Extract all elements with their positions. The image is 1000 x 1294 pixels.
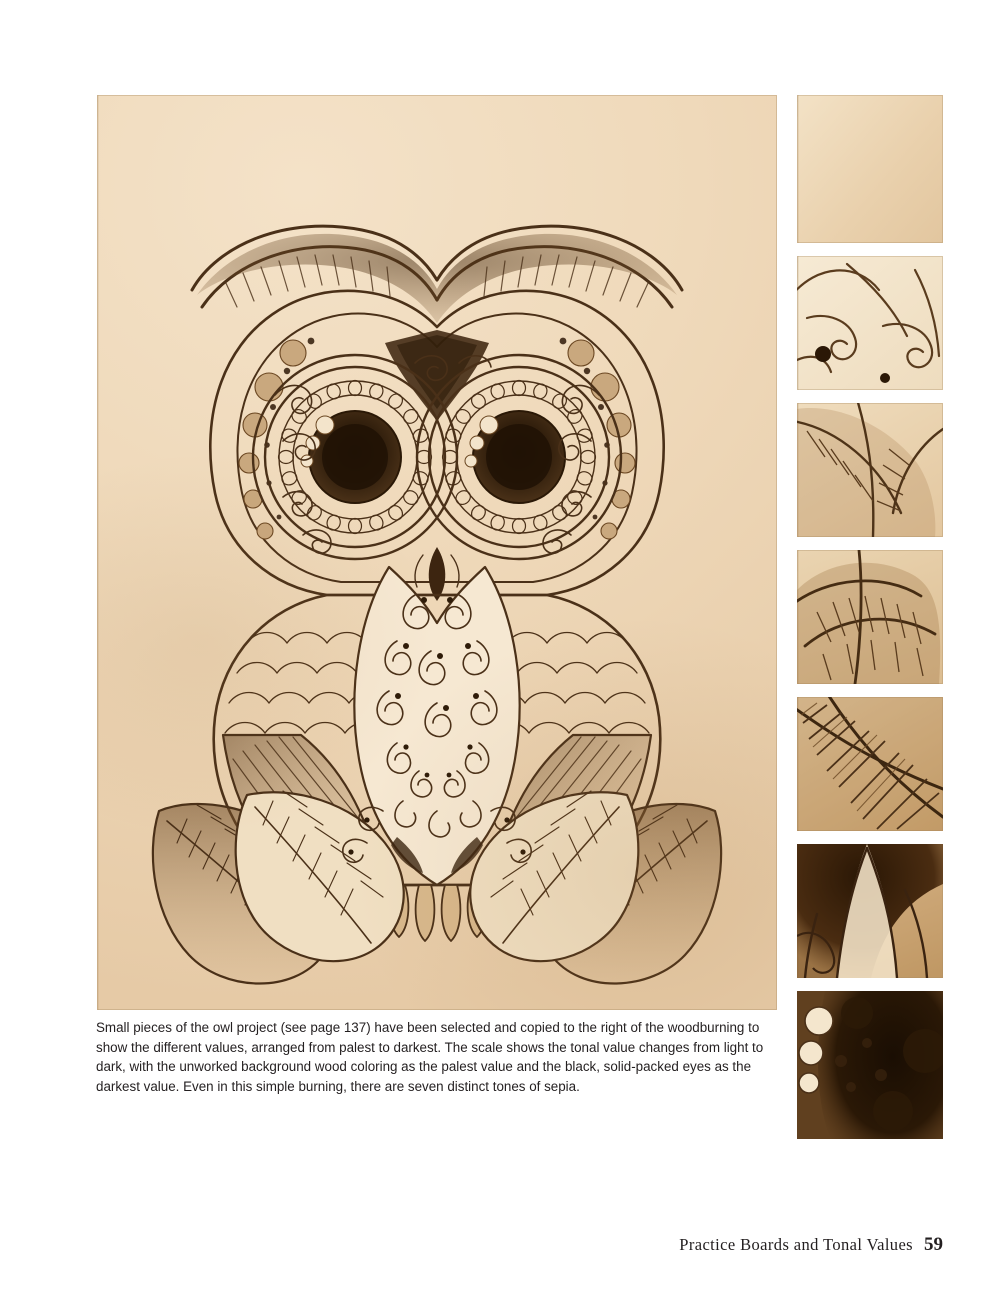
footer-chapter-title: Practice Boards and Tonal Values — [679, 1235, 913, 1254]
swatch-value-1-unworked-background-wood — [797, 95, 943, 243]
swatch-value-7-solid-black-eye — [797, 991, 943, 1139]
swatch-value-5-hatched-leaf-lines — [797, 697, 943, 831]
swatch-value-6-dark-packed-shading — [797, 844, 943, 978]
page-footer — [679, 1234, 943, 1256]
footer-page-number: 59 — [924, 1234, 943, 1255]
owl-artwork-svg — [97, 95, 777, 1010]
tonal-value-swatch-column — [797, 95, 943, 1152]
swatch-value-2-fine-outline-scrollwork — [797, 256, 943, 390]
swatch-value-4-medium-shaded-feather — [797, 550, 943, 684]
swatch-value-3-light-shaded-feather — [797, 403, 943, 537]
figure-caption: Small pieces of the owl project (see page 137) have been selected and copied to the right of the woodburning to show the different values, arranged from palest to darkest. The scale shows the tonal value changes from light to dark, with the unworked background wood coloring as the palest value and the black, solid-packed eyes as the darkest value. Even in this simple burning, there are seven distinct tones of sepia. — [96, 1020, 764, 1095]
owl-woodburning-board — [97, 95, 777, 1010]
